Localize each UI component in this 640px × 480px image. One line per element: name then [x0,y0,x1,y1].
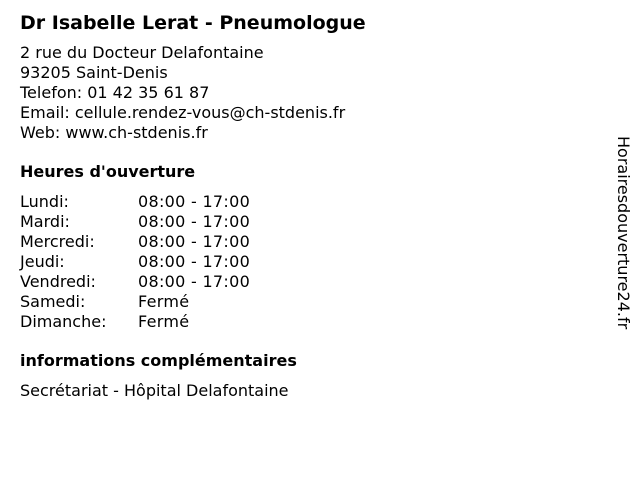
listing-content [20,10,600,401]
day-label: Samedi: [20,292,86,311]
email-address: Email: cellule.rendez-vous@ch-stdenis.fr [20,103,346,122]
day-hours: 08:00 - 17:00 [138,212,251,231]
day-hours: 08:00 - 17:00 [138,252,251,271]
opening-hours-heading: Heures d'ouverture [20,162,196,181]
hours-row-saturday [20,292,600,312]
phone-number: Telefon: 01 42 35 61 87 [20,83,210,102]
day-label: Mardi: [20,212,70,231]
day-label: Mercredi: [20,232,95,251]
page-title: Dr Isabelle Lerat - Pneumologue [20,12,366,34]
hours-row-thursday [20,252,600,272]
additional-info-text: Secrétariat - Hôpital Delafontaine [20,381,289,400]
day-label: Jeudi: [20,252,65,271]
website-address: Web: www.ch-stdenis.fr [20,123,208,142]
opening-hours-table [20,192,600,332]
site-watermark-label: Horairesdouverture24.fr [614,136,633,330]
day-hours: 08:00 - 17:00 [138,272,251,291]
day-label: Lundi: [20,192,69,211]
hours-row-sunday [20,312,600,332]
day-hours: 08:00 - 17:00 [138,232,251,251]
hours-row-wednesday [20,232,600,252]
day-hours: Fermé [138,312,190,331]
day-hours: 08:00 - 17:00 [138,192,251,211]
city-postcode: 93205 Saint-Denis [20,63,168,82]
contact-block [20,43,600,143]
additional-info-heading: informations complémentaires [20,351,297,370]
day-label: Dimanche: [20,312,107,331]
hours-row-monday [20,192,600,212]
day-hours: Fermé [138,292,190,311]
day-label: Vendredi: [20,272,96,291]
street-address: 2 rue du Docteur Delafontaine [20,43,264,62]
hours-row-tuesday [20,212,600,232]
hours-row-friday [20,272,600,292]
